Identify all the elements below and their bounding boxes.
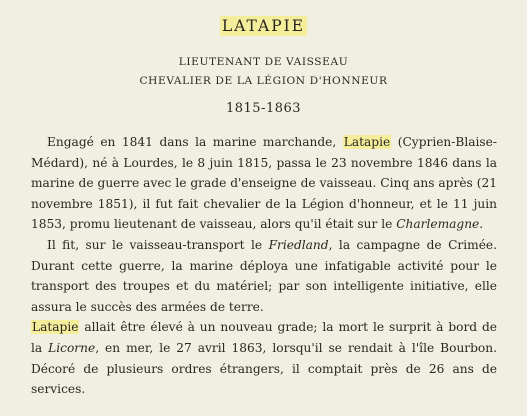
- subject-name-heading: [0, 16, 527, 36]
- ship-name: Friedland: [268, 237, 329, 252]
- paragraph-1-text-b: (Cyprien-Blaise-Médard), né à Lourdes, le 8 juin 1815, passa le 23 novembre 1846 dans la marine de guerre avec le grade d'enseigne de vaisseau. Cinq ans après (21 novembre 1851), il fut fait chevalier de la Légion d'honneur, et le 11 juin 1853, promu lieutenant de vaisseau, alors qu'il était sur le: [31, 135, 498, 232]
- paragraph-1-text-c: .: [479, 217, 484, 232]
- paragraph-2-text-b: , la campagne de Crimée. Durant cette guerre, la marine déploya une infatigable activité pour le transport des troupes et du matériel; par son intelligente initiative, elle assura le succès des armées de terre.: [31, 237, 497, 314]
- life-dates: 1815-1863: [225, 101, 302, 116]
- name-highlight: Latapie: [32, 320, 79, 335]
- paragraph-3-text-b: , en mer, le 27 avril 1863, lorsqu'il se rendait à l'île Bourbon. Décoré de plusieurs ordres étrangers, il comptait près de 26 ans de services.: [31, 340, 497, 397]
- order-line: CHEVALIER DE LA LÉGION D'HONNEUR: [139, 75, 388, 87]
- biography-body: [31, 132, 497, 400]
- paragraph-2: [31, 235, 497, 317]
- ship-name: Licorne: [48, 340, 96, 355]
- name-highlight: Latapie: [343, 135, 391, 149]
- paragraph-1-text-a: Engagé en 1841 dans la marine marchande,: [47, 135, 343, 149]
- paragraph-3-text-a: allait être élevé à un nouveau grade; la mort le surprit à bord de la: [31, 320, 497, 355]
- paragraph-2-text-a: Il fit, sur le vaisseau-transport le: [47, 237, 269, 252]
- rank-line: LIEUTENANT DE VAISSEAU: [178, 56, 349, 68]
- subject-name-highlight: LATAPIE: [221, 17, 306, 35]
- paragraph-3: [31, 317, 497, 399]
- ship-name: Charlemagne: [396, 217, 480, 232]
- paragraph-1: [31, 132, 497, 235]
